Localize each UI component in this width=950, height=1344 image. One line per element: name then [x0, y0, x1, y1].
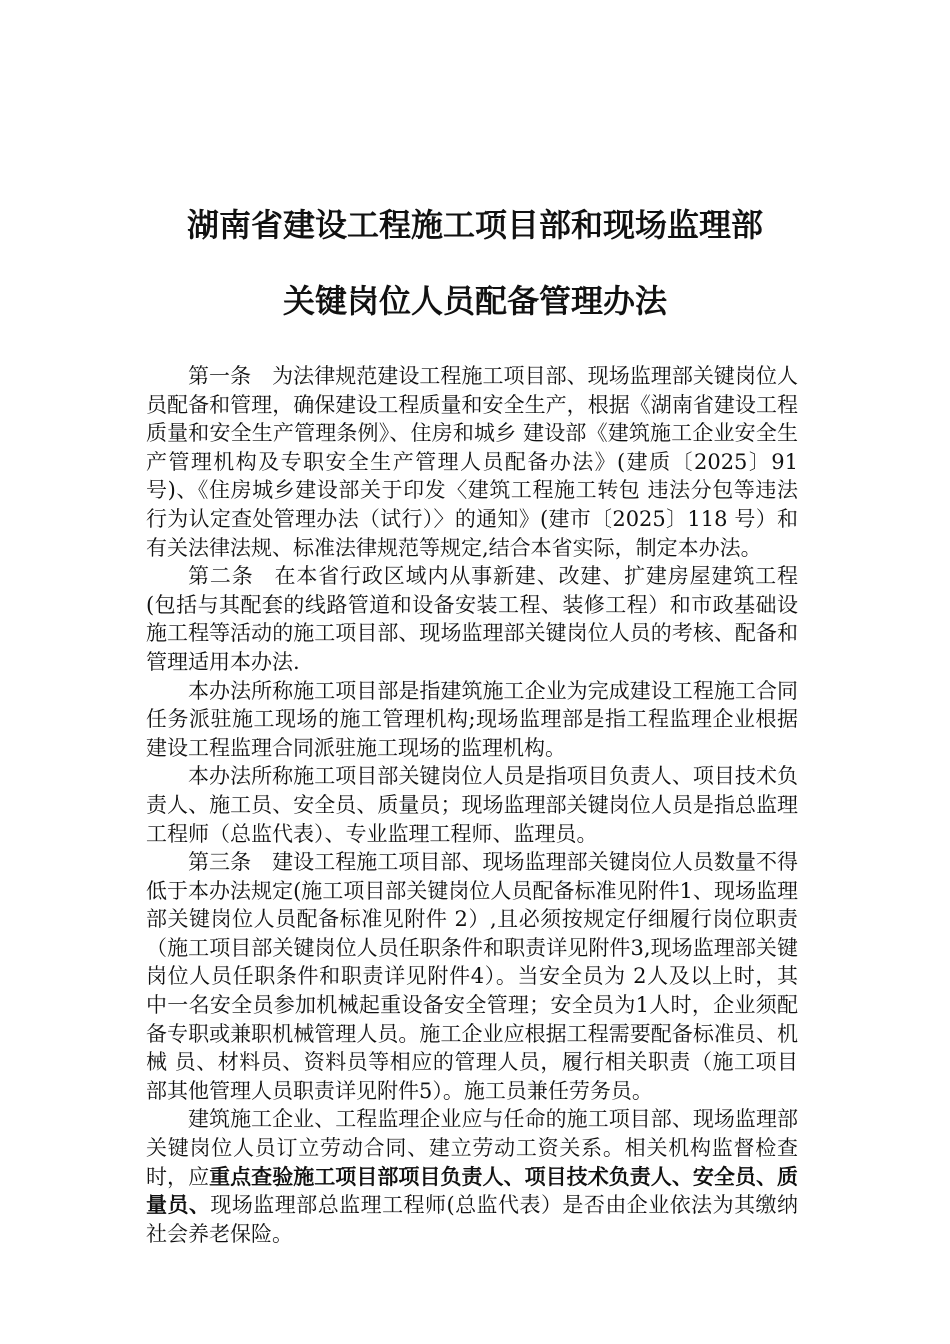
article-number: 第二条 — [188, 564, 254, 589]
paragraph-text: 在本省行政区域内从事新建、改建、扩建房屋建筑工程(包括与其配套的线路管道和设备安装工程、装修工程）和市政基础设施工程等活动的施工项目部、现场监理部关键岗位人员的考核、配备和管理适用本办法. — [146, 564, 799, 674]
article-number: 第三条 — [188, 850, 252, 875]
paragraph-text: 本办法所称施工项目部关键岗位人员是指项目负责人、项目技术负责人、施工员、安全员、质量员；现场监理部关键岗位人员是指总监理工程师（总监代表）、专业监理工程师、监理员。 — [146, 764, 798, 846]
paragraph-article-2 — [146, 562, 798, 676]
article-number: 第一条 — [188, 364, 252, 388]
document-title-line-1: 湖南省建设工程施工项目部和现场监理部 — [186, 206, 763, 244]
paragraph-text-emphasis: 重点查验施工项目部项目负责人、项目技术负责人、安全员、质量员、 — [146, 1163, 799, 1218]
paragraph-text-after: 现场监理部总监理工程师(总监代表）是否由企业依法为其缴纳社会养老保险。 — [146, 1193, 798, 1246]
paragraph-text: 为法律规范建设工程施工项目部、现场监理部关键岗位人员配备和管理，确保建设工程质量和安全生产，根据《湖南省建设工程质量和安全生产管理条例》、住房和城乡 建设部《建筑施工企业安全生产管理机构及专职安全生产管理人员配备办法》(建质〔2025〕91号)、《住房城乡建设部关于印发〈建筑工程施工转包 违法分包等违法行为认定查处管理办法（试行）〉的通知》(建市〔2025〕118 号）和有关法律法规、标准法律规范等规定,结合本省实际，制定本办法。 — [146, 364, 799, 560]
paragraph-article-3 — [146, 848, 798, 1105]
paragraph-labor-contract — [146, 1105, 798, 1248]
document-body — [146, 362, 798, 1248]
paragraph-definition-key-staff — [146, 762, 798, 848]
paragraph-text: 本办法所称施工项目部是指建筑施工企业为完成建设工程施工合同任务派驻施工现场的施工管理机构;现场监理部是指工程监理企业根据建设工程监理合同派驻施工现场的监理机构。 — [146, 678, 798, 760]
paragraph-text-before: 建筑施工企业、工程监理企业应与任命的施工项目部、现场监理部关键岗位人员订立劳动合同、建立劳动工资关系。相关机构监督检查时，应 — [146, 1107, 798, 1189]
paragraph-article-1 — [146, 362, 798, 562]
document-title-line-2: 关键岗位人员配备管理办法 — [282, 282, 667, 320]
paragraph-text: 建设工程施工项目部、现场监理部关键岗位人员数量不得低于本办法规定(施工项目部关键岗位人员配备标准见附件1、现场监理部关键岗位人员配备标准见附件 2）,且必须按规定仔细履行岗位职责（施工项目部关键岗位人员任职条件和职责详见附件3,现场监理部关键岗位人员任职条件和职责详见附件4）。当安全员为 2人及以上时，其中一名安全员参加机械起重设备安全管理；安全员为1人时，企业须配备专职或兼职机械管理人员。施工企业应根据工程需要配备标准员、机械 员、材料员、资料员等相应的管理人员，履行相关职责（施工项目部其他管理人员职责详见附件5）。施工员兼任劳务员。 — [146, 850, 799, 1103]
paragraph-definition-project — [146, 677, 798, 763]
